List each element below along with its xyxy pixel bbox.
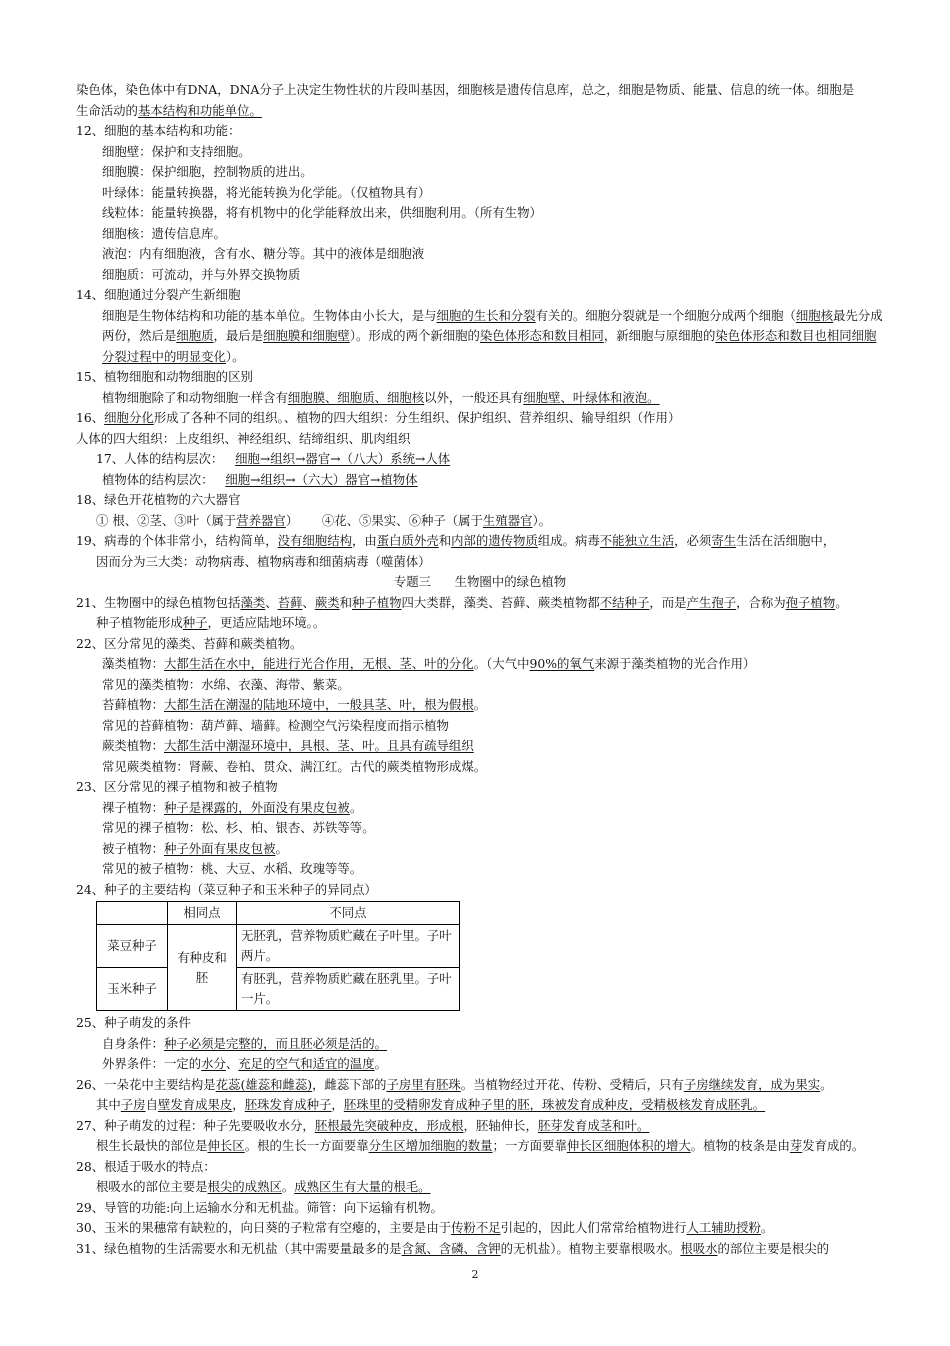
section-19-line-2: 因而分为三大类：动物病毒、植物病毒和细菌病毒（噬菌体） [96,553,431,569]
section-15-paragraph: 植物细胞除了和动物细胞一样含有细胞膜、细胞质、细胞核以外，一般还具有细胞壁、叶绿体和液泡。 [102,389,660,405]
gymnosperm-examples: 常见的裸子植物：松、杉、柏、银杏、苏铁等等。 [102,820,375,835]
section-17-human: 17、人体的结构层次： 细胞→组织→器官→（八大）系统→人体 [96,451,451,466]
section-19-line-1: 19、病毒的个体非常小，结构简单，没有细胞结构，由蛋白质外壳和内部的遗传物质组成。病毒不能独立生活，必须寄生生活在活细胞中， [76,533,836,548]
table-row [97,925,460,968]
section-24-title: 24、种子的主要结构（菜豆种子和玉米种子的异同点） [76,881,377,897]
section-18-organs: ① 根、②茎、③叶（属于营养器官） ④花、⑤果实、⑥种子（属于生殖器官）。 [96,512,552,528]
intro-line-1: 染色体，染色体中有DNA，DNA分子上决定生物性状的片段叫基因，细胞核是遗传信息库，总之，细胞是物质、能量、信息的统一体。细胞是 [76,82,855,97]
gymnosperm-line: 裸子植物：种子是裸露的，外面没有果皮包被。 [102,799,363,815]
vacuole-item: 液泡：内有细胞液，含有水、糖分等。其中的液体是细胞液 [102,246,425,261]
section-31: 31、绿色植物的生活需要水和无机盐（其中需要量最多的是含氮、含磷、含钾的无机盐）。植物主要靠根吸水。根吸水的部位主要是根尖的 [76,1240,830,1256]
moss-examples: 常见的苔藓植物：葫芦藓、墙藓。检测空气污染程度而指示植物 [102,717,449,733]
fern-line: 蕨类植物：大都生活中潮湿环境中，具根、茎、叶。且具有疏导组织 [102,738,474,753]
section-27-paragraph: 根生长最快的部位是伸长区。根的生长一方面要靠分生区增加细胞的数量；一方面要靠伸长区细胞体积的增大。植物的枝条是由芽发育成的。 [96,1138,865,1153]
section-21-line-2: 种子植物能形成种子，更适应陆地环境。。 [96,615,326,630]
section-28-paragraph: 根吸水的部位主要是根尖的成熟区。成熟区生有大量的根毛。 [96,1179,431,1194]
angiosperm-line: 被子植物：种子外面有果皮包被。 [102,840,288,856]
section-16-line-1: 16、细胞分化形成了各种不同的组织。、植物的四大组织：分生组织、保护组织、营养组织、输导组织（作用） [76,410,681,425]
table-cell-corn: 玉米种子 [97,968,168,1011]
section-30: 30、玉米的果穗常有缺粒的，向日葵的子粒常有空瘪的，主要是由于传粉不足引起的，因此人们常常给植物进行人工辅助授粉。 [76,1220,774,1235]
section-29: 29、导管的功能:向上运输水分和无机盐。筛管：向下运输有机物。 [76,1199,443,1215]
section-16-line-2: 人体的四大组织：上皮组织、神经组织、结缔组织、肌肉组织 [76,430,411,446]
section-18-title: 18、绿色开花植物的六大器官 [76,492,241,507]
table-row [97,902,460,925]
table-cell-corn-diff: 有胚乳，营养物质贮藏在胚乳里。子叶一片。 [237,968,460,1011]
section-15-title: 15、植物细胞和动物细胞的区别 [76,369,253,384]
cell-wall-item: 细胞壁：保护和支持细胞。 [102,143,251,159]
section-26-line-2: 其中子房自壁发育成果皮，胚珠发育成种子，胚珠里的受精卵发育成种子里的胚，珠被发育成种皮，受精极核发育成胚乳。 [96,1097,766,1112]
section-27-line-1: 27、种子萌发的过程：种子先要吸收水分，胚根最先突破种皮，形成根，胚轴伸长，胚芽发育成茎和叶。 [76,1117,650,1133]
section-28-title: 28、根适于吸水的特点： [76,1158,216,1174]
mitochondria-item: 线粒体：能量转换器，将有机物中的化学能释放出来，供细胞利用。（所有生物） [102,205,542,220]
seed-comparison-table [96,901,460,1011]
angiosperm-examples: 常见的被子植物：桃、大豆、水稻、玫瑰等等。 [102,861,363,876]
internal-condition: 自身条件：种子必须是完整的，而且胚必须是活的。 [102,1035,387,1051]
section-14-paragraph: 细胞是生物体结构和功能的基本单位。生物体由小长大，是与细胞的生长和分裂有关的。细胞分裂就是一个细胞分成两个细胞（细胞核最先分成两份，然后是细胞质，最后是细胞膜和细胞壁）。形成的两个新细胞的染色体形态和数目相同，新细胞与原细胞的染色体形态和数目也相同细胞分裂过程中的明显变化）。 [102,307,883,364]
section-22-title: 22、区分常见的藻类、苔藓和蕨类植物。 [76,635,303,651]
cell-membrane-item: 细胞膜：保护细胞，控制物质的进出。 [102,164,313,179]
section-26-line-1: 26、一朵花中主要结构是花蕊(雄蕊和雌蕊)，雌蕊下部的子房里有胚珠。当植物经过开花、传粉、受精后，只有子房继续发育，成为果实。 [76,1076,833,1092]
cytoplasm-item: 细胞质：可流动，并与外界交换物质 [102,266,301,282]
table-header-diff: 不同点 [237,902,460,925]
table-cell [97,902,168,925]
section-21-line-1: 21、生物圈中的绿色植物包括藻类、苔藓、蕨类和种子植物四大类群，藻类、苔藓、蕨类植物都不结种子，而是产生孢子，合称为孢子植物。 [76,594,848,610]
table-cell-bean-diff: 无胚乳，营养物质贮藏在子叶里。子叶两片。 [237,925,460,968]
table-cell-bean: 菜豆种子 [97,925,168,968]
table-header-same: 相同点 [168,902,237,925]
section-12-title: 12、细胞的基本结构和功能： [76,123,241,138]
section-17-plant: 植物体的结构层次： 细胞→组织→（六大）器官→植物体 [102,471,418,487]
section-14-title: 14、细胞通过分裂产生新细胞 [76,287,241,302]
table-cell-same: 有种皮和胚 [168,925,237,1011]
document-page [76,80,884,1259]
section-25-title: 25、种子萌发的条件 [76,1015,191,1030]
chloroplast-item: 叶绿体：能量转换器，将光能转换为化学能。（仅植物具有） [102,184,431,200]
intro-line-2: 生命活动的基本结构和功能单位。 [76,102,262,118]
topic-3-heading: 专题三 生物圈中的绿色植物 [393,574,567,589]
fern-examples: 常见蕨类植物：肾蕨、卷柏、贯众、满江红。古代的蕨类植物形成煤。 [102,758,487,774]
section-23-title: 23、区分常见的裸子植物和被子植物 [76,779,278,794]
algae-line: 藻类植物：大都生活在水中，能进行光合作用，无根、茎、叶的分化。（大气中90%的氧气来源于藻类植物的光合作用） [102,656,756,671]
external-condition: 外界条件：一定的水分、充足的空气和适宜的温度。 [102,1056,387,1071]
table-row [97,968,460,1011]
page-number: 2 [471,1268,479,1281]
moss-line: 苔藓植物：大都生活在潮湿的陆地环境中，一般具茎、叶，根为假根。 [102,697,487,712]
algae-examples: 常见的藻类植物：水绵、衣藻、海带、紫菜。 [102,676,350,692]
nucleus-item: 细胞核：遗传信息库。 [102,225,226,241]
